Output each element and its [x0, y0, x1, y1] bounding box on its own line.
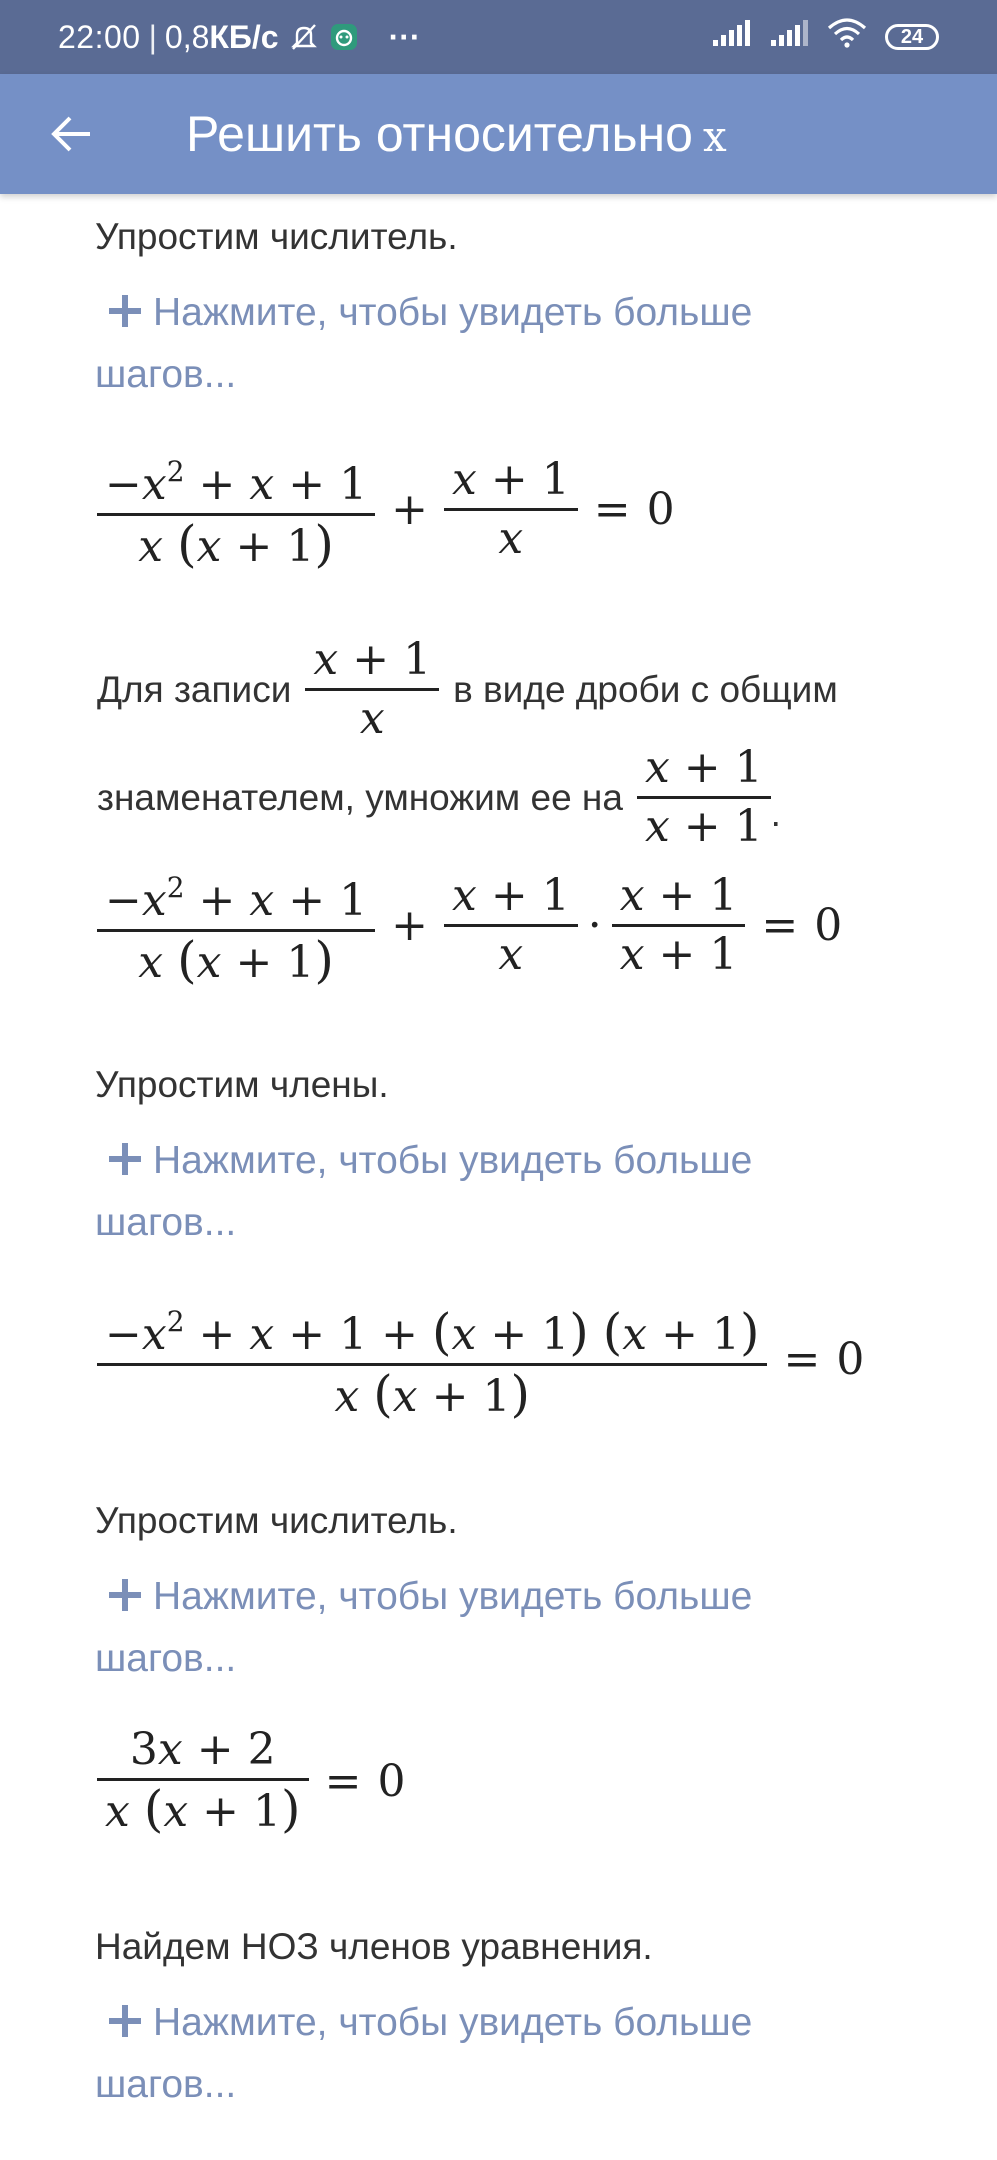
step-description: Найдем НОЗ членов уравнения. [95, 1926, 653, 1967]
battery-indicator: 24 [885, 24, 939, 50]
expand-steps-text: Нажмите, чтобы увидеть больше шагов... [95, 1575, 753, 1680]
page-title-text: Решить относительно [186, 106, 693, 162]
page-title-variable: x [702, 112, 727, 161]
network-speed-unit: КБ/с [209, 18, 279, 55]
fraction: $\frac{x + 1}{x}$ [305, 632, 439, 747]
fraction: $\frac{x + 1}{x}$ [444, 452, 578, 567]
status-time: 22:00 [58, 18, 141, 55]
expand-steps-link[interactable] [95, 1992, 815, 2116]
plus-icon [107, 293, 143, 329]
step-description-inline-2: знаменателем, умножим ее на $\frac{x + 1}{x + 1}$ . [97, 740, 781, 855]
muted-bell-icon [289, 22, 319, 52]
step-description-inline: Для записи $\frac{x + 1}{x}$ в виде дроби с общим [97, 632, 838, 747]
signal-icon-2 [769, 18, 809, 56]
fraction: $\frac{x + 1}{x + 1}$ [637, 740, 771, 855]
fraction: $\frac{x + 1}{x}$ [444, 868, 578, 983]
app-bar [0, 74, 997, 194]
signal-icon [711, 18, 751, 56]
step-description: Упростим члены. [95, 1064, 389, 1105]
status-right [711, 18, 939, 56]
fraction: $\frac{3x + 2}{x (x + 1)}$ [97, 1722, 309, 1840]
plus-icon [107, 1141, 143, 1177]
expand-steps-link[interactable] [95, 1130, 815, 1254]
more-dots-icon: ··· [388, 18, 421, 55]
status-separator: | [148, 18, 157, 55]
fraction: $\frac{x + 1}{x + 1}$ [612, 868, 746, 983]
fraction: $\frac{-x^2 + x + 1 + (x + 1) (x + 1)}{x (x + 1)}$ [97, 1294, 767, 1425]
expand-steps-link[interactable] [95, 1566, 815, 1690]
page-title [186, 105, 727, 163]
fraction: $\frac{-x^2 + x + 1}{x (x + 1)}$ [97, 444, 375, 575]
wifi-icon [827, 18, 867, 56]
equation-3: $\frac{-x^2 + x + 1 + (x + 1) (x + 1)}{x (x + 1)}$ = 0 [97, 1294, 864, 1425]
network-speed-value: 0,8 [164, 18, 210, 55]
step-description: Упростим числитель. [95, 1500, 458, 1541]
network-speed [165, 19, 279, 56]
equation-4: $\frac{3x + 2}{x (x + 1)}$ = 0 [97, 1722, 405, 1840]
equation-2: $\frac{-x^2 + x + 1}{x (x + 1)}$ + $\frac{x + 1}{x}$ · $\frac{x + 1}{x + 1}$ = 0 [97, 860, 842, 991]
expand-steps-link[interactable] [95, 282, 815, 406]
plus-icon [107, 1577, 143, 1613]
equation-1: $\frac{-x^2 + x + 1}{x (x + 1)}$ + $\frac{x + 1}{x}$ = 0 [97, 444, 675, 575]
back-arrow-icon[interactable] [50, 112, 94, 156]
step-description: Упростим числитель. [95, 216, 458, 257]
status-bar [0, 0, 997, 74]
expand-steps-text: Нажмите, чтобы увидеть больше шагов... [95, 2001, 753, 2106]
expand-steps-text: Нажмите, чтобы увидеть больше шагов... [95, 1139, 753, 1244]
fraction: $\frac{-x^2 + x + 1}{x (x + 1)}$ [97, 860, 375, 991]
app-notification-icon [329, 22, 359, 52]
expand-steps-text: Нажмите, чтобы увидеть больше шагов... [95, 291, 753, 396]
plus-icon [107, 2003, 143, 2039]
